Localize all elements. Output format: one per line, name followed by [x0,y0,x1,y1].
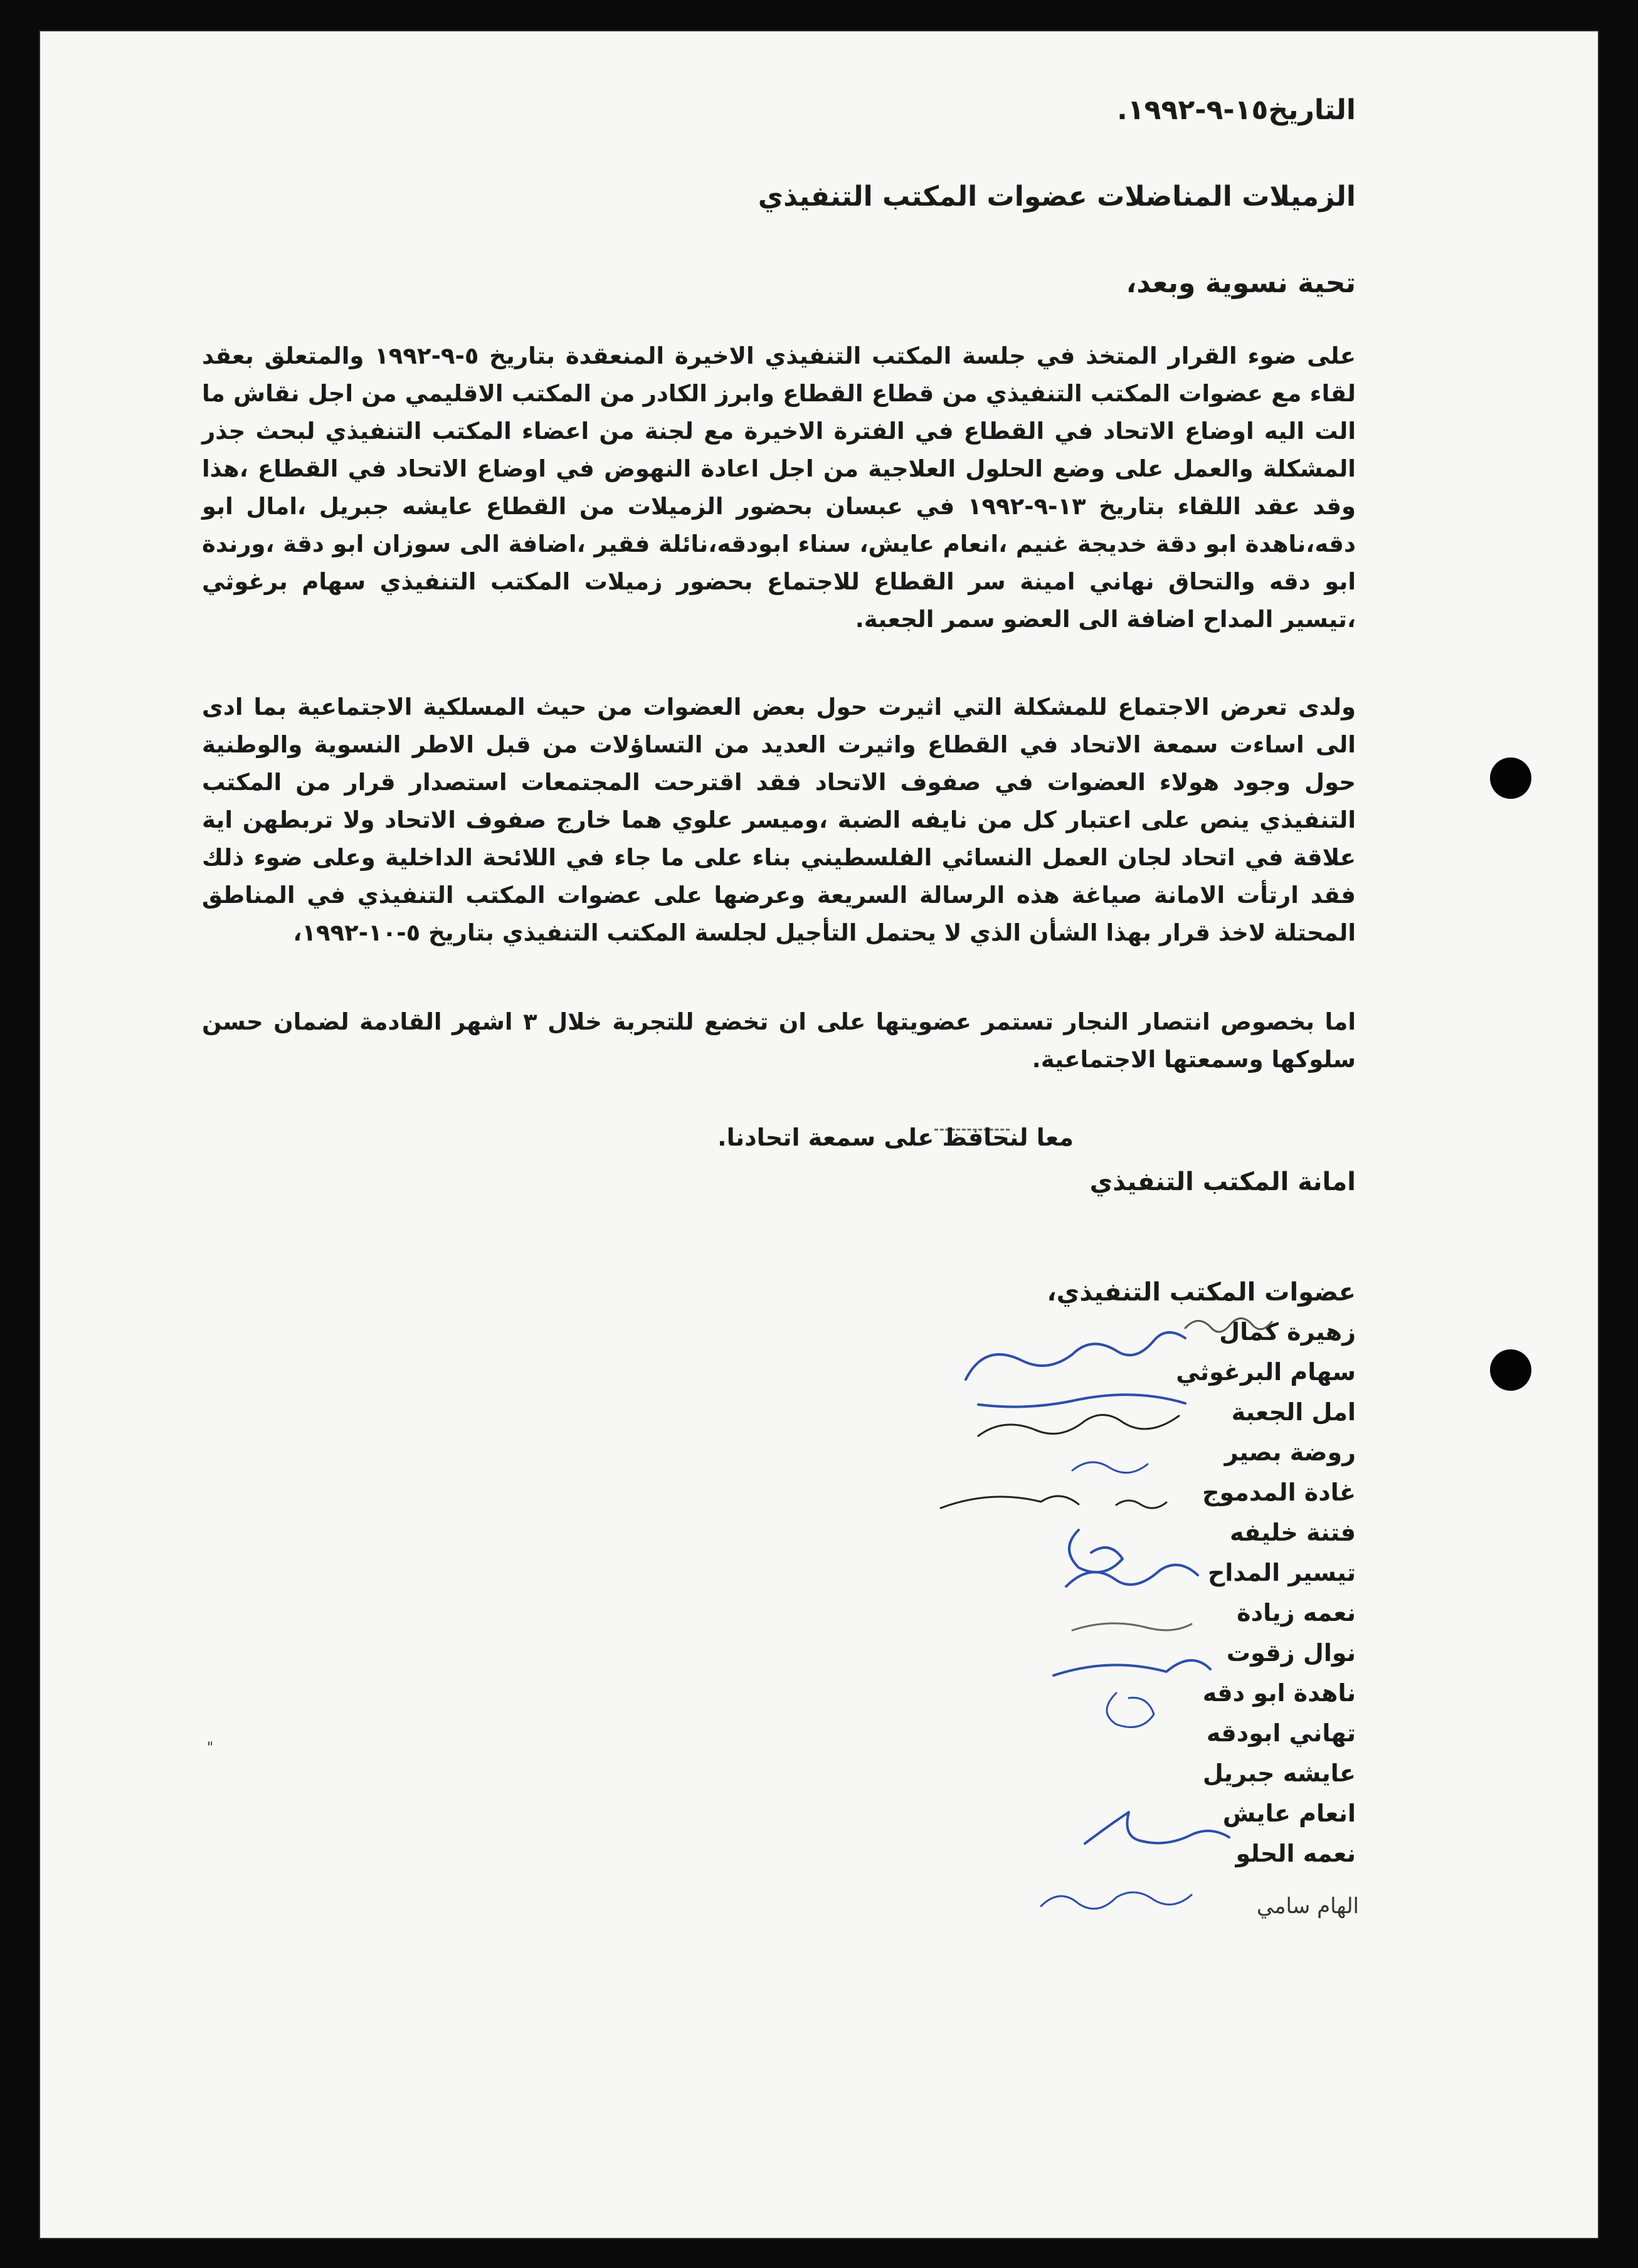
signature-mark [1072,1462,1148,1473]
member-name-handwritten: الهام سامي [1256,1894,1359,1919]
member-name: تيسير المداح [1208,1559,1356,1586]
member-name: روضة بصير [1224,1438,1356,1466]
signature-mark [1069,1530,1123,1572]
member-name: انعام عايش [1222,1800,1356,1827]
letter-greeting: تحية نسوية وبعد، [1126,267,1356,299]
signature-mark [1185,1318,1272,1332]
member-name: غادة المدموج [1202,1479,1356,1506]
member-name: ناهدة ابو دقه [1202,1679,1356,1707]
signature-mark [1066,1565,1198,1586]
member-name: امل الجعبة [1231,1398,1356,1426]
letter-date: التاريخ١٥-٩-١٩٩٢. [1117,94,1356,126]
signature-mark [1085,1812,1229,1843]
letter-addressee: الزميلات المناضلات عضوات المكتب التنفيذي [758,181,1356,213]
member-name: عايشه جبريل [1202,1759,1356,1787]
member-name: تهاني ابودقه [1206,1719,1356,1747]
member-name: نعمه الحلو [1235,1840,1356,1867]
signature-mark [1054,1660,1210,1675]
paragraph-decision: ولدى تعرض الاجتماع للمشكلة التي اثيرت حول بعض العضوات من حيث المسلكية الاجتماعية بما ادى الى اساءت سمعة الاتحاد في القطاع واثيرت العديد من التساؤلات من قبل الاطر النسوية والوطنية حول وجود هولاء العضوات في صفوف الاتحاد فقد اقترحت المجتمعات استصدار قرار من المكتب التنفيذي ينص على اعتبار كل من نايفه الضبة ،وميسر علوي هما خارج صفوف الاتحاد ولا تربطهن اية علاقة في اتحاد لجان العمل النسائي الفلسطيني بناء على ما جاء في اللائحة الداخلية وعلى ضوء ذلك فقد ارتأت الامانة صياغة هذه الرسالة السريعة وعرضها على عضوات المكتب التنفيذي في المناطق المحتلة لاخذ قرار بهذا الشأن الذي لا يحتمل التأجيل لجلسة المكتب التنفيذي بتاريخ ٥-١٠-١٩٩٢، [202,694,1356,946]
paragraph-meeting: على ضوء القرار المتخذ في جلسة المكتب التنفيذي الاخيرة المنعقدة بتاريخ ٥-٩-١٩٩٢ والمتعلق بعقد لقاء مع عضوات المكتب التنفيذي من قطاع القطاع وابرز الكادر من المكتب الاقليمي من اجل نقاش ما الت اليه اوضاع الاتحاد في القطاع في الفترة الاخيرة مع لجنة من اعضاء المكتب التنفيذي لبحث جذر المشكلة والعمل على وضع الحلول العلاجية من اجل اعادة النهوض في اوضاع الاتحاد في القطاع ،هذا وقد عقد اللقاء بتاريخ ١٣-٩-١٩٩٢ في عبسان بحضور الزميلات من القطاع عايشه جبريل ،امال ابو دقه،ناهدة ابو دقة خديجة غنيم ،انعام عايش، سناء ابودقه،نائلة فقير ،اضافة الى سوزان ابو دقة ،ورندة ابو دقه والتحاق نهاني امينة سر القطاع للاجتماع بحضور زميلات المكتب التنفيذي سهام برغوثي ،تيسير المداح اضافة الى العضو سمر الجعبة. [202,342,1356,633]
signature-mark [1041,1892,1192,1909]
closing-motto: معا لنحافظ على سمعة اتحادنا. [717,1124,1074,1151]
stray-mark: " [207,1740,214,1756]
member-name: سهام البرغوثي [1176,1358,1356,1386]
member-name: نعمه زيادة [1237,1599,1356,1627]
signature-mark [1107,1693,1154,1727]
member-name: زهيرة كمال [1219,1318,1356,1346]
member-name: فتنة خليفه [1230,1519,1356,1546]
signature-mark [966,1332,1185,1407]
signatory: امانة المكتب التنفيذي [1089,1168,1356,1196]
paragraph-probation: اما بخصوص انتصار النجار تستمر عضويتها على ان تخضع للتجربة خلال ٣ اشهر القادمة لضمان حسن سلوكها وسمعتها الاجتماعية. [202,1008,1356,1073]
member-name: نوال زقوت [1226,1639,1356,1667]
signature-mark [1072,1623,1192,1630]
members-title: عضوات المكتب التنفيذي، [1047,1278,1356,1307]
signature-mark [941,1496,1166,1508]
signature-mark [978,1415,1179,1436]
